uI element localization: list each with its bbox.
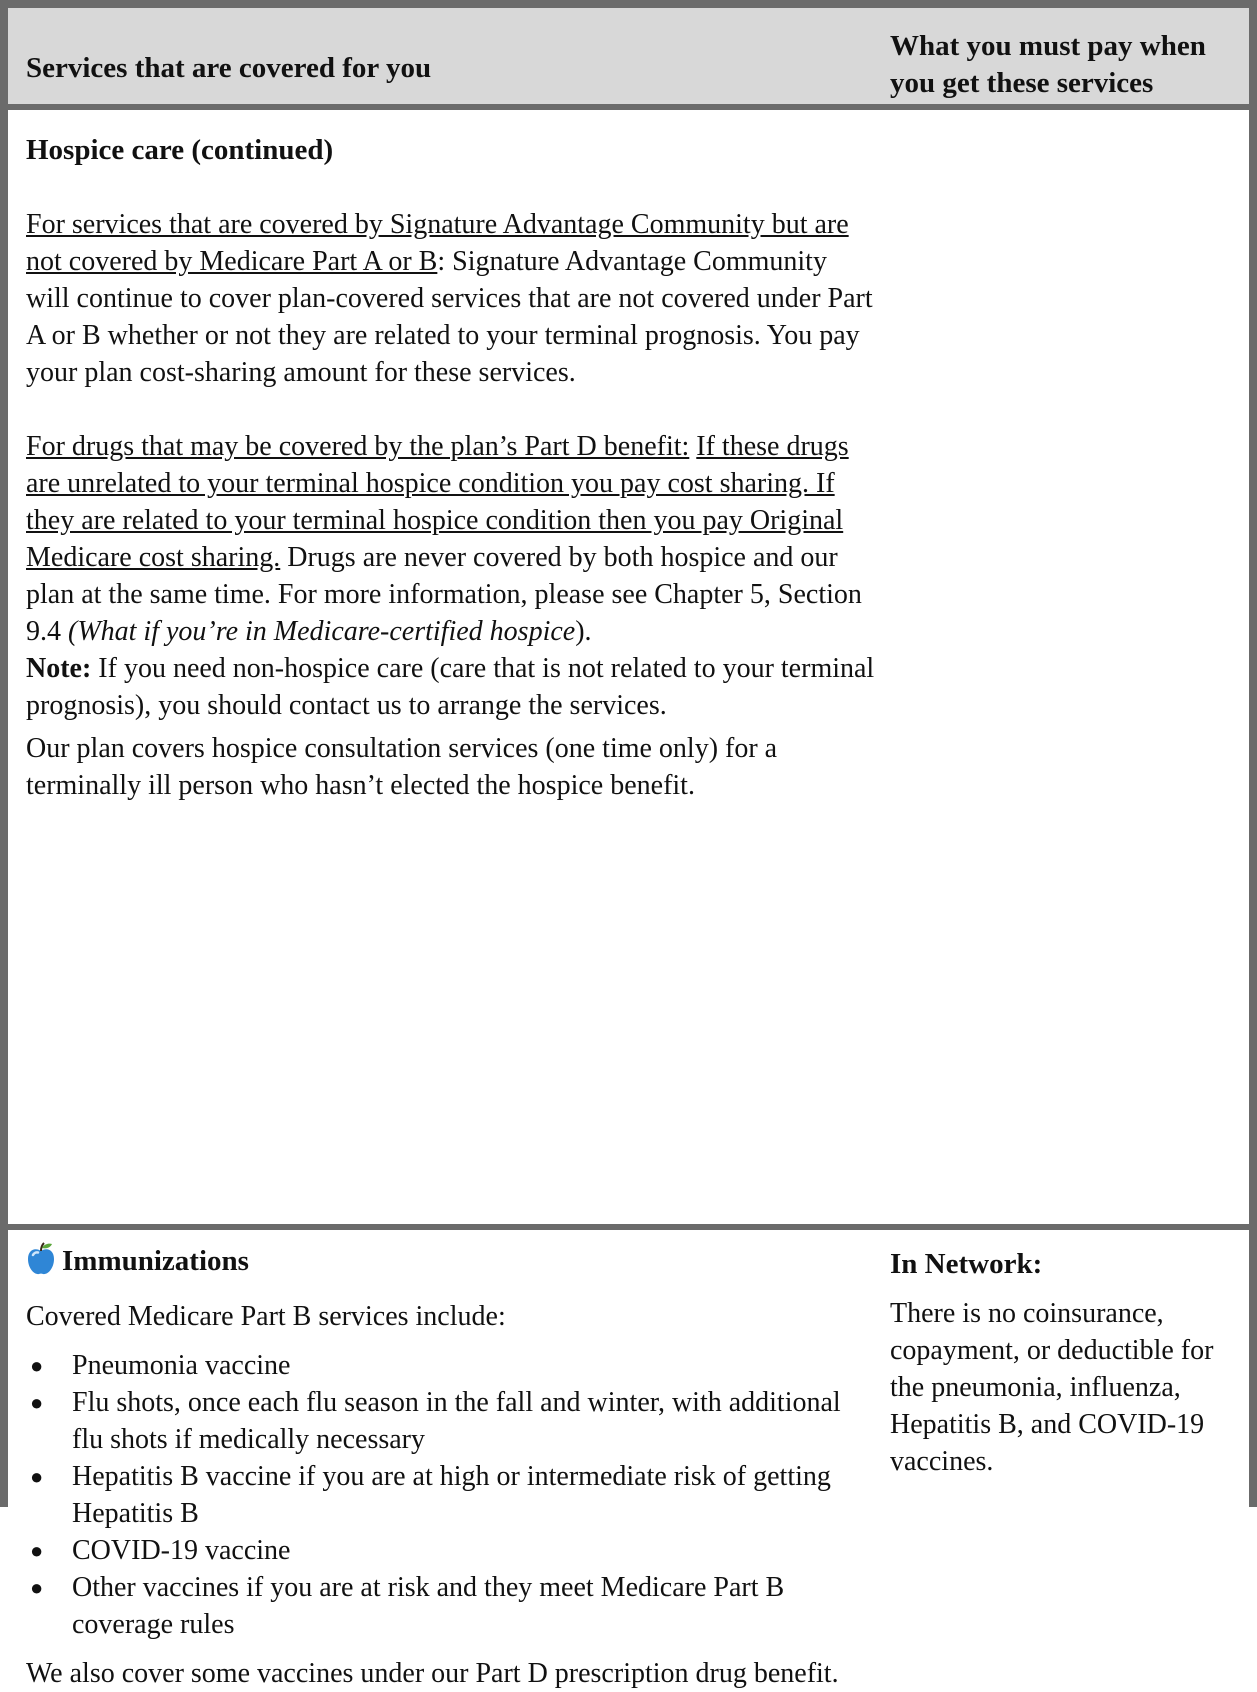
hospice-paragraph-services	[26, 206, 876, 391]
header-services-covered: Services that are covered for you	[26, 52, 432, 84]
hospice-services-underlined: For services that are covered by Signature Advantage Community but are not covered by Medicare Part A or B	[26, 209, 849, 277]
immunizations-payment-cell	[890, 1246, 1240, 1480]
hospice-note-label: Note:	[26, 653, 92, 684]
hospice-title: Hospice care (continued)	[26, 134, 334, 166]
hospice-note-text: If you need non-hospice care (care that is not related to your terminal prognosis), you should contact us to arrange the services.	[26, 653, 875, 721]
hospice-drugs-underlined-b: If these drugs are unrelated to your terminal hospice condition you pay cost sharing. If they are related to your terminal hospice condition then you pay Original Medicare cost sharing.	[26, 431, 849, 573]
hospice-services-cell	[26, 132, 876, 804]
list-item: ● Pneumonia vaccine	[26, 1347, 876, 1384]
hospice-services-text: : Signature Advantage Community will continue to cover plan-covered services that are not covered under Part A or B whether or not they are related to your terminal prognosis. You pay your plan cost-sharing amount for these services.	[26, 246, 873, 388]
list-item: ● COVID-19 vaccine	[26, 1532, 876, 1569]
hospice-consultation: Our plan covers hospice consultation services (one time only) for a terminally ill person who hasn’t elected the hospice benefit.	[26, 733, 778, 801]
hospice-drugs-underlined-a: For drugs that may be covered by the plan’s Part D benefit:	[26, 431, 690, 462]
in-network-text: There is no coinsurance, copayment, or deductible for the pneumonia, influenza, Hepatitis B, and COVID-19 vaccines.	[890, 1298, 1214, 1477]
bullet-icon: ●	[30, 1538, 44, 1563]
table-header	[8, 8, 1249, 110]
immunizations-intro: Covered Medicare Part B services include:	[26, 1301, 506, 1332]
hospice-drugs-italic: (What if you’re in Medicare-certified hospice	[68, 616, 576, 647]
header-what-you-pay	[890, 28, 1250, 102]
immunizations-list	[26, 1347, 876, 1643]
bullet-icon: ●	[30, 1464, 44, 1489]
hospice-drugs-text: Drugs are never covered by both hospice and our plan at the same time. For more information, please see Chapter 5, Section 9.4	[26, 542, 862, 647]
list-item: ● Hepatitis B vaccine if you are at high or intermediate risk of getting Hepatitis B	[26, 1458, 876, 1532]
header-what-you-pay-line2: you get these services	[890, 67, 1154, 99]
immunizations-heading	[26, 1242, 876, 1286]
immunizations-services-cell	[26, 1242, 876, 1692]
list-item: ● Flu shots, once each flu season in the fall and winter, with additional flu shots if medically necessary	[26, 1384, 876, 1458]
immunizations-outro: We also cover some vaccines under our Part D prescription drug benefit.	[26, 1658, 839, 1689]
in-network-label: In Network:	[890, 1248, 1043, 1280]
hospice-paragraph-drugs	[26, 428, 876, 650]
immunizations-title: Immunizations	[62, 1245, 249, 1277]
table-row-hospice	[8, 110, 1249, 1230]
bullet-icon: ●	[30, 1390, 44, 1415]
apple-icon	[26, 1242, 56, 1286]
bullet-icon: ●	[30, 1575, 44, 1600]
header-what-you-pay-line1: What you must pay when	[890, 30, 1206, 62]
hospice-drugs-end: ).	[575, 616, 592, 647]
list-item: ● Other vaccines if you are at risk and they meet Medicare Part B coverage rules	[26, 1569, 876, 1643]
bullet-icon: ●	[30, 1353, 44, 1378]
hospice-note	[26, 650, 876, 724]
